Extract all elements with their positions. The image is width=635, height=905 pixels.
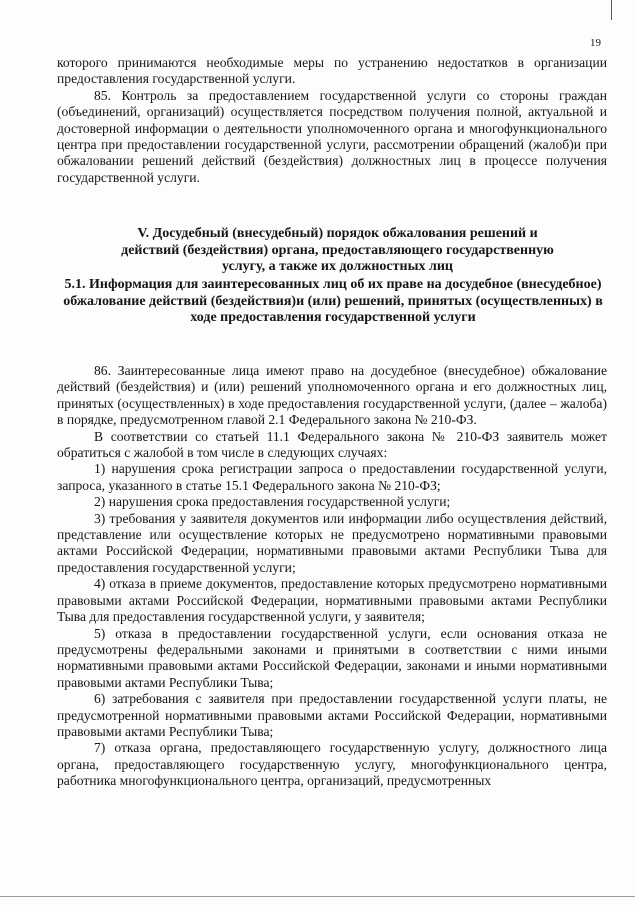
case-item-7: 7) отказа органа, предоставляющего государственную услугу, должностного лица органа, предоставляющего государственную услугу, многофункционального центра, работника многофункционального центра, организаций, предусмотренных bbox=[57, 740, 607, 789]
case-item-3: 3) требования у заявителя документов или информации либо осуществления действий, представление или осуществление которых не предусмотрено нормативными правовыми актами Российской Федерации, нормативными правовыми актами Республики Тыва для предоставления государственной услуги; bbox=[57, 510, 607, 575]
scan-artifact-mark bbox=[611, 0, 612, 20]
case-item-5: 5) отказа в предоставлении государственной услуги, если основания отказа не предусмотрены федеральными законами и принятыми в соответствии с ними иными нормативными правовыми актами Российской Федерации, законами и иными нормативными правовыми актами Республики Тыва; bbox=[57, 625, 607, 690]
paragraph-article-11-1: В соответствии со статьей 11.1 Федерального закона № 210-ФЗ заявитель может обратиться с жалобой в том числе в следующих случаях: bbox=[57, 428, 607, 461]
body-block bbox=[57, 363, 607, 790]
paragraph-continuation: которого принимаются необходимые меры по устранению недостатков в организации предоставления государственной услуги. bbox=[57, 55, 607, 87]
case-item-4: 4) отказа в приеме документов, предоставление которых предусмотрено нормативными правовыми актами Российской Федерации, нормативными правовыми актами Республики Тыва для предоставления государственной услуги, у заявителя; bbox=[57, 576, 607, 625]
case-item-2: 2) нарушения срока предоставления государственной услуги; bbox=[94, 494, 451, 510]
case-item-1: 1) нарушения срока регистрации запроса о предоставлении государственной услуги, запроса, указанного в статье 15.1 Федерального закона № 210-ФЗ; bbox=[57, 461, 607, 493]
page-number: 19 bbox=[590, 37, 601, 49]
case-item-6: 6) затребования с заявителя при предоставлении государственной услуги платы, не предусмотренной нормативными правовыми актами Российской Федерации, нормативными правовыми актами Республики Тыва; bbox=[57, 691, 607, 739]
section-heading: V. Досудебный (внесудебный) порядок обжалования решений и действий (бездействия) органа, предоставляющего государственную услугу, а также их должностных лиц bbox=[121, 226, 554, 275]
subsection-heading: 5.1. Информация для заинтересованных лиц об их праве на досудебное (внесудебное) обжалование действий (бездействия)и (или) решений, принятых (осуществленных) в ходе предоставления государственной услуги bbox=[63, 277, 603, 326]
scan-bottom-edge bbox=[0, 896, 635, 897]
paragraph-86: 86. Заинтересованные лица имеют право на досудебное (внесудебное) обжалование действий (бездействия) и (или) решений уполномоченного органа и его должностных лиц, принятых (осуществленных) в ходе предоставления государственной услуги, (далее – жалоба) в порядке, предусмотренном главой 2.1 Федерального закона № 210-ФЗ. bbox=[57, 363, 607, 428]
paragraph-85: 85. Контроль за предоставлением государственной услуги со стороны граждан (объединений, организаций) осуществляется посредством получения полной, актуальной и достоверной информации о деятельности уполномоченного органа и многофункционального центра при предоставлении государственной услуги, рассмотрении обращений (жалоб)и при обжаловании решений действий (бездействия) должностных лиц в процессе получения государственной услуги. bbox=[57, 87, 607, 185]
intro-block bbox=[57, 55, 607, 186]
